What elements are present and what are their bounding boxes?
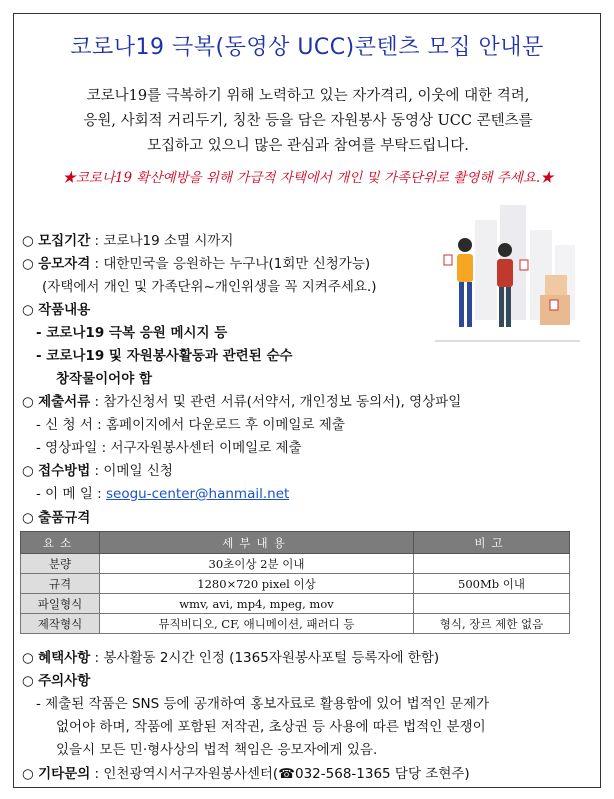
documents-item: - 신 청 서 : 홈페이지에서 다운로드 후 이메일로 제출 (36, 417, 345, 433)
circle-bullet-icon: ○ (22, 673, 34, 689)
table-cell-note: 형식, 장르 제한 없음 (414, 614, 570, 634)
table-row (21, 554, 570, 574)
table-cell-category: 분량 (21, 554, 100, 574)
intro-text (28, 84, 588, 159)
table-cell-detail: wmv, avi, mp4, mpeg, mov (100, 594, 414, 614)
submission-value: : 이메일 신청 (94, 463, 173, 479)
period-value: : 코로나19 소멸 시까지 (94, 233, 234, 249)
documents-row (22, 390, 461, 410)
content-item: 창작물이어야 함 (56, 371, 152, 387)
benefit-row (22, 646, 439, 666)
eligibility-label: 응모자격 (38, 256, 91, 272)
documents-item: - 영상파일 : 서구자원봉사센터 이메일로 제출 (36, 440, 302, 456)
spec-row (22, 506, 90, 526)
eligibility-row (22, 252, 370, 272)
circle-bullet-icon: ○ (22, 302, 34, 318)
period-label: 모집기간 (38, 233, 91, 249)
table-header-cell: 비고 (414, 532, 570, 554)
table-header-cell: 요소 (21, 532, 100, 554)
contact-label: 기타문의 (38, 766, 91, 782)
table-row (21, 614, 570, 634)
caution-label: 주의사항 (38, 673, 91, 689)
table-cell-note: 500Mb 이내 (414, 574, 570, 594)
circle-bullet-icon: ○ (22, 233, 34, 249)
intro-line: 코로나19를 극복하기 위해 노력하고 있는 자가격리, 이웃에 대한 격려, (86, 88, 530, 104)
benefit-value: : 봉사활동 2시간 인정 (1365자원봉사포털 등록자에 한함) (94, 650, 440, 666)
table-cell-category: 제작형식 (21, 614, 100, 634)
documents-value: : 참가신청서 및 관련 서류(서약서, 개인정보 동의서), 영상파일 (94, 394, 462, 410)
email-label: - 이 메 일 : (36, 486, 102, 502)
table-header-row (21, 532, 570, 554)
period-row (22, 229, 233, 249)
contact-row (22, 762, 470, 782)
circle-bullet-icon: ○ (22, 766, 34, 782)
intro-line: 응원, 사회적 거리두기, 칭찬 등을 담은 자원봉사 동영상 UCC 콘텐츠를 (83, 113, 533, 129)
submission-row (22, 459, 173, 479)
table-row (21, 594, 570, 614)
caution-row (22, 669, 90, 689)
intro-line: 모집하고 있으니 많은 관심과 참여를 부탁드립니다. (147, 138, 469, 154)
content-row (22, 298, 90, 318)
caution-line: - 제출된 작품은 SNS 등에 공개하여 홍보자료로 활용함에 있어 법적인 문제가 (36, 696, 490, 712)
circle-bullet-icon: ○ (22, 394, 34, 410)
notice-text: ★코로나19 확산예방을 위해 가급적 자택에서 개인 및 가족단위로 촬영해 주세요.★ (62, 170, 554, 186)
table-cell-note (414, 554, 570, 574)
page-title: 코로나19 극복(동영상 UCC)콘텐츠 모집 안내문 (70, 35, 544, 60)
table-cell-category: 파일형식 (21, 594, 100, 614)
caution-line: 있을시 모든 민·형사상의 법적 책임은 응모자에게 있음. (56, 742, 378, 758)
spec-table (20, 531, 570, 634)
table-cell-detail: 1280×720 pixel 이상 (100, 574, 414, 594)
content-item: - 코로나19 극복 응원 메시지 등 (36, 325, 228, 341)
table-cell-note (414, 594, 570, 614)
circle-bullet-icon: ○ (22, 650, 34, 666)
content-label: 작품내용 (38, 302, 91, 318)
circle-bullet-icon: ○ (22, 510, 34, 526)
table-cell-detail: 뮤직비디오, CF, 애니메이션, 패러디 등 (100, 614, 414, 634)
benefit-label: 혜택사항 (38, 650, 91, 666)
circle-bullet-icon: ○ (22, 463, 34, 479)
submission-label: 접수방법 (38, 463, 91, 479)
eligibility-value: : 대한민국을 응원하는 누구나(1회만 신청가능) (94, 256, 371, 272)
contact-value: : 인천광역시서구자원봉사센터(☎032-568-1365 담당 조현주) (94, 766, 470, 782)
spec-label: 출품규격 (38, 510, 91, 526)
eligibility-note: (자택에서 개인 및 가족단위~개인위생을 꼭 지켜주세요.) (42, 279, 377, 295)
caution-line: 없어야 하며, 작품에 포함된 저작권, 초상권 등 사용에 따른 법적인 분쟁이 (56, 719, 486, 735)
table-row (21, 574, 570, 594)
email-link[interactable]: seogu-center@hanmail.net (106, 486, 290, 502)
documents-label: 제출서류 (38, 394, 91, 410)
content-item: - 코로나19 및 자원봉사활동과 관련된 순수 (36, 348, 293, 364)
table-cell-detail: 30초이상 2분 이내 (100, 554, 414, 574)
volunteers-illustration (430, 200, 585, 350)
table-header-cell: 세부내용 (100, 532, 414, 554)
circle-bullet-icon: ○ (22, 256, 34, 272)
email-row (36, 482, 289, 502)
table-cell-category: 규격 (21, 574, 100, 594)
